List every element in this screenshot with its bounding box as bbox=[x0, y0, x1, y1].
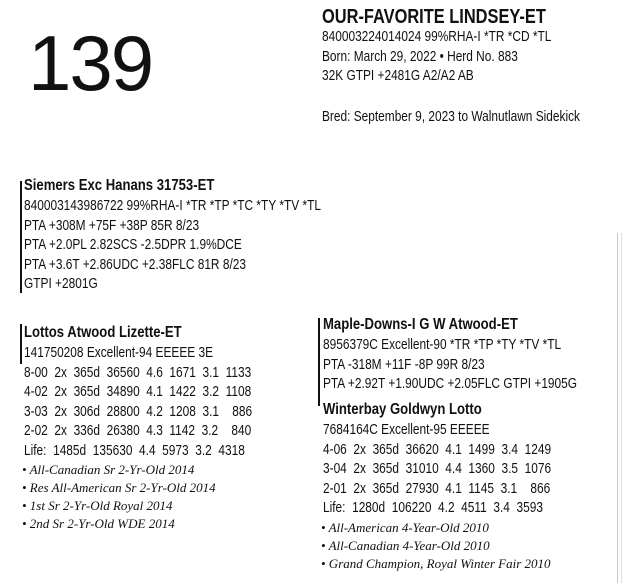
dam-record-row: 3-03 2x 306d 28800 4.2 1208 3.1 886 bbox=[24, 403, 253, 420]
animal-registration: 840003224014024 99%RHA-I *TR *CD *TL bbox=[322, 29, 552, 45]
maternal-dam-award: • All-Canadian 4-Year-Old 2010 bbox=[321, 537, 490, 553]
maternal-dam-award: • Grand Champion, Royal Winter Fair 2010 bbox=[321, 555, 551, 571]
page-edge-line bbox=[617, 233, 618, 583]
maternal-dam-lifetime-row: Life: 1280d 106220 4.2 4511 3.4 3593 bbox=[323, 500, 543, 516]
dam-award: • All-Canadian Sr 2-Yr-Old 2014 bbox=[22, 462, 195, 477]
animal-bred: Bred: September 9, 2023 to Walnutlawn Sidekick bbox=[322, 109, 580, 125]
maternal-dam-award: • All-American 4-Year-Old 2010 bbox=[321, 519, 489, 535]
maternal-dam-record-row: 4-06 2x 365d 36620 4.1 1499 3.4 1249 bbox=[323, 441, 552, 458]
maternal-sire-line: 8956379C Excellent-90 *TR *TP *TY *TV *TL bbox=[323, 337, 562, 353]
animal-name: OUR-FAVORITE LINDSEY-ET bbox=[322, 6, 546, 28]
maternal-dam-record-row: 2-01 2x 365d 27930 4.1 1145 3.1 866 bbox=[323, 480, 551, 497]
maternal-sire-line: PTA -318M +11F -8P 99R 8/23 bbox=[323, 356, 485, 373]
dam-block bbox=[24, 324, 302, 533]
dam-lifetime-row: Life: 1485d 135630 4.4 5973 3.2 4318 bbox=[24, 442, 245, 459]
dam-bracket bbox=[20, 324, 22, 364]
dam-award: • 1st Sr 2-Yr-Old Royal 2014 bbox=[22, 498, 173, 513]
maternal-dam-block bbox=[323, 401, 601, 573]
sire-bracket bbox=[20, 181, 22, 293]
lot-number: 139 bbox=[28, 19, 153, 107]
dam-name: Lottos Atwood Lizette-ET bbox=[24, 324, 182, 341]
maternal-sire-line: PTA +2.92T +1.90UDC +2.05FLC GTPI +1905G bbox=[323, 376, 578, 392]
sire-line: GTPI +2801G bbox=[24, 276, 98, 292]
sire-line: PTA +3.6T +2.86UDC +2.38FLC 81R 8/23 bbox=[24, 256, 246, 273]
maternal-dam-registration: 7684164C Excellent-95 EEEEE bbox=[323, 422, 490, 438]
maternal-dam-record-row: 3-04 2x 365d 31010 4.4 1360 3.5 1076 bbox=[323, 461, 552, 477]
maternal-sire-block bbox=[323, 316, 624, 395]
sire-line: PTA +2.0PL 2.82SCS -2.5DPR 1.9%DCE bbox=[24, 237, 242, 253]
dam-record-row: 2-02 2x 336d 26380 4.3 1142 3.2 840 bbox=[24, 423, 252, 439]
animal-header bbox=[322, 6, 602, 87]
page-edge-line bbox=[621, 233, 622, 583]
sire-line: 840003143986722 99%RHA-I *TR *TP *TC *TY *TV *TL bbox=[24, 198, 321, 214]
dam-award: • Res All-American Sr 2-Yr-Old 2014 bbox=[22, 480, 216, 495]
dam-registration: 141750208 Excellent-94 EEEEE 3E bbox=[24, 345, 214, 361]
animal-gtpi: 32K GTPI +2481G A2/A2 AB bbox=[322, 68, 474, 84]
maternal-dam-name: Winterbay Goldwyn Lotto bbox=[323, 401, 482, 418]
animal-born: Born: March 29, 2022 • Herd No. 883 bbox=[322, 48, 518, 65]
sire-line: PTA +308M +75F +38P 85R 8/23 bbox=[24, 217, 200, 234]
sire-block bbox=[24, 177, 386, 295]
dam-record-row: 8-00 2x 365d 36560 4.6 1671 3.1 1133 bbox=[24, 364, 252, 381]
maternal-sire-name: Maple-Downs-I G W Atwood-ET bbox=[323, 316, 518, 333]
dam-award: • 2nd Sr 2-Yr-Old WDE 2014 bbox=[22, 516, 175, 531]
dam-record-row: 4-02 2x 365d 34890 4.1 1422 3.2 1108 bbox=[24, 384, 252, 400]
sire-name: Siemers Exc Hanans 31753-ET bbox=[24, 177, 215, 194]
maternal-sire-bracket bbox=[318, 318, 320, 406]
